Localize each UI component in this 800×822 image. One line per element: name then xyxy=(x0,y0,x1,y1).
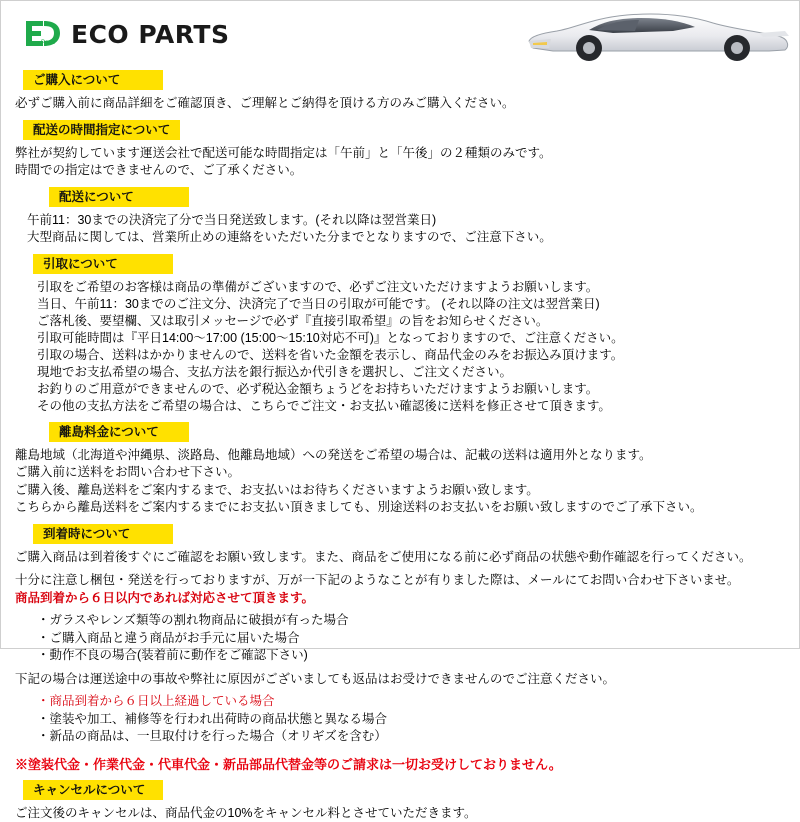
text-line: ご購入前に送料をお問い合わせ下さい。 xyxy=(15,464,789,482)
section-pickup-heading-wrap xyxy=(1,254,799,274)
arrival-footer-alert: ※塗装代金・作業代金・代車代金・新品部品代替金等のご請求は一切お受けしておりません。 xyxy=(1,754,799,773)
text-line: 引取可能時間は『平日14:00～17:00 (15:00～15:10対応不可)』となっておりますので、ご注意ください。 xyxy=(37,330,789,347)
text-line: 必ずご購入前に商品詳細をご確認頂き、ご理解とご納得を頂ける方のみご購入ください。 xyxy=(15,95,789,113)
text-line: 下記の場合は運送途中の事故や弊社に原因がございましても返品はお受けできませんのでご注意ください。 xyxy=(15,671,789,689)
text-line: ご購入商品は到着後すぐにご確認をお願い致します。また、商品をご使用になる前に必ず商品の状態や動作確認を行ってください。 xyxy=(15,549,789,567)
section-body-delivery-time xyxy=(1,145,799,180)
section-arrival-nonreturn-note xyxy=(1,671,799,689)
section-delivery-heading-wrap xyxy=(1,187,799,207)
section-arrival-bullets-accepted xyxy=(1,612,799,665)
section-heading-purchase: ご購入について xyxy=(23,70,163,90)
section-body-cancel xyxy=(1,805,799,822)
text-line: お釣りのご用意ができませんので、必ず税込金額ちょうどをお持ちいただけますようお願いします。 xyxy=(37,381,789,398)
section-cancel-heading-wrap xyxy=(1,780,799,800)
list-item: ・商品到着から６日以上経過している場合 xyxy=(37,693,789,711)
text-line: ご注文後のキャンセルは、商品代金の10%をキャンセル料とさせていただきます。 xyxy=(15,805,789,822)
section-purchase-heading-wrap xyxy=(1,70,799,90)
eco-parts-logo-icon xyxy=(23,17,63,51)
section-arrival-caution xyxy=(1,572,799,607)
svg-text:Parts: Parts xyxy=(41,40,55,46)
text-line: その他の支払方法をご希望の場合は、こちらでご注文・お支払い確認後に送料を修正させて頂きます。 xyxy=(37,398,789,415)
section-arrival-bullets-rejected xyxy=(1,693,799,746)
text-line: こちらから離島送料をご案内するまでにお支払い頂きましても、別途送料のお支払いをお願い致しますのでご了承下さい。 xyxy=(15,499,789,517)
section-heading-arrival: 到着時について xyxy=(33,524,173,544)
section-remote-fee-heading-wrap xyxy=(1,422,799,442)
text-line: ご落札後、要望欄、又は取引メッセージで必ず『直接引取希望』の旨をお知らせください。 xyxy=(37,313,789,330)
section-body-pickup xyxy=(1,279,799,415)
section-heading-cancel: キャンセルについて xyxy=(23,780,163,800)
list-item: ・ご購入商品と違う商品がお手元に届いた場合 xyxy=(37,630,789,648)
text-line: 引取をご希望のお客様は商品の準備がございますので、必ずご注文いただけますようお願いします。 xyxy=(37,279,789,296)
text-line: 弊社が契約しています運送会社で配送可能な時間指定は「午前」と「午後」の２種類のみです。 xyxy=(15,145,789,163)
brand-name: ECO PARTS xyxy=(71,20,229,49)
car-illustration xyxy=(523,3,793,63)
text-line: ご購入後、離島送料をご案内するまで、お支払いはお待ちくださいますようお願い致します。 xyxy=(15,482,789,500)
list-item: ・ガラスやレンズ類等の割れ物商品に破損が有った場合 xyxy=(37,612,789,630)
page-header xyxy=(1,1,799,63)
arrival-alert-primary: 商品到着から６日以内であれば対応させて頂きます。 xyxy=(15,590,789,608)
text-line: 当日、午前11：30までのご注文分、決済完了で当日の引取が可能です。 (それ以降の注文は翌営業日) xyxy=(37,296,789,313)
section-delivery-time-heading-wrap xyxy=(1,120,799,140)
section-body-delivery xyxy=(1,212,799,247)
list-item: ・新品の商品は、一旦取付けを行った場合（オリギズを含む） xyxy=(37,728,789,746)
section-arrival-heading-wrap xyxy=(1,524,799,544)
section-body-remote-fee xyxy=(1,447,799,517)
section-heading-delivery: 配送について xyxy=(49,187,189,207)
text-line: 午前11：30までの決済完了分で当日発送致します。(それ以降は翌営業日) xyxy=(27,212,789,230)
list-item: ・塗装や加工、補修等を行われ出荷時の商品状態と異なる場合 xyxy=(37,711,789,729)
text-line: 十分に注意し梱包・発送を行っておりますが、万が一下記のようなことが有りました際は、メールにてお問い合わせ下さいませ。 xyxy=(15,572,789,590)
section-body-arrival xyxy=(1,549,799,567)
text-line: 時間での指定はできませんので、ご了承ください。 xyxy=(15,162,789,180)
section-heading-pickup: 引取について xyxy=(33,254,173,274)
text-line: 現地でお支払希望の場合、支払方法を銀行振込か代引きを選択し、ご注文ください。 xyxy=(37,364,789,381)
list-item: ・動作不良の場合(装着前に動作をご確認下さい) xyxy=(37,647,789,665)
brand-logo xyxy=(23,17,229,51)
text-line: 大型商品に関しては、営業所止めの連絡をいただいた分までとなりますので、ご注意下さい。 xyxy=(27,229,789,247)
text-line: 離島地域（北海道や沖縄県、淡路島、他離島地域）への発送をご希望の場合は、記載の送料は適用外となります。 xyxy=(15,447,789,465)
section-heading-delivery-time: 配送の時間指定について xyxy=(23,120,180,140)
section-heading-remote-fee: 離島料金について xyxy=(49,422,189,442)
text-line: 引取の場合、送料はかかりませんので、送料を省いた金額を表示し、商品代金のみをお振込み頂けます。 xyxy=(37,347,789,364)
section-body-purchase xyxy=(1,95,799,113)
